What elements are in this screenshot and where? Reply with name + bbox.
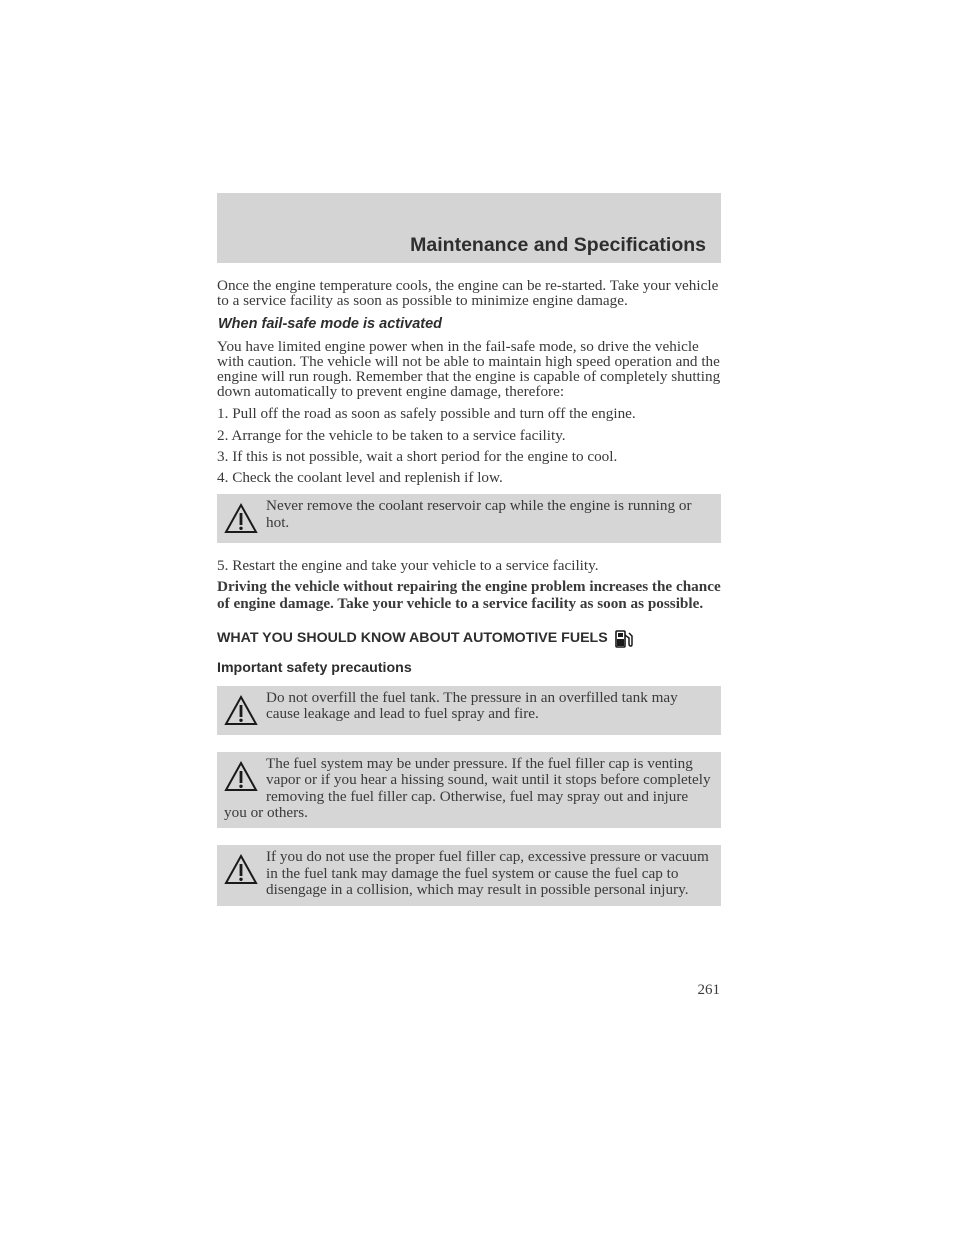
warning-box-overfill: [217, 686, 721, 735]
page-number: 261: [697, 982, 720, 998]
warning-box-coolant: [217, 494, 721, 543]
fuel-pump-icon: [614, 629, 634, 649]
warning-box-pressure: [217, 752, 721, 829]
warning-triangle-icon: [224, 694, 258, 728]
warning-text: Do not overfill the fuel tank. The pressure in an overfilled tank may cause leakage and lead to fuel spray and fire.: [266, 688, 678, 723]
failsafe-heading: When fail-safe mode is activated: [218, 316, 443, 333]
list-item: 3. If this is not possible, wait a short period for the engine to cool.: [217, 447, 618, 465]
fuels-heading-text: WHAT YOU SHOULD KNOW ABOUT AUTOMOTIVE FUELS: [217, 630, 608, 647]
list-item: 4. Check the coolant level and replenish if low.: [217, 469, 503, 487]
page-content: [217, 278, 721, 906]
intro-paragraph: Once the engine temperature cools, the engine can be re-started. Take your vehicle to a service facility as soon as possible to minimize engine damage.: [217, 277, 719, 310]
section-header: [217, 193, 721, 263]
bold-note: Driving the vehicle without repairing the engine problem increases the chance of engine damage. Take your vehicle to a service facility as soon as possible.: [217, 578, 721, 613]
warning-triangle-icon: [224, 502, 258, 536]
warning-triangle-icon: [224, 853, 258, 887]
list-item: 2. Arrange for the vehicle to be taken to a service facility.: [217, 426, 566, 444]
warning-triangle-icon: [224, 760, 258, 794]
section-title: Maintenance and Specifications: [410, 234, 706, 256]
warning-box-filler-cap: [217, 845, 721, 905]
safety-subheading: Important safety precautions: [217, 659, 412, 676]
failsafe-body: You have limited engine power when in the fail-safe mode, so drive the vehicle with caution. The vehicle will not be able to maintain high speed operation and the engine will run rough. Remember that the engine is capable of completely shutting down automatically to prevent engine damage, therefore:: [217, 337, 721, 401]
warning-text: Never remove the coolant reservoir cap while the engine is running or hot.: [266, 497, 692, 531]
list-item: 5. Restart the engine and take your vehicle to a service facility.: [217, 557, 599, 575]
fuels-heading: [217, 629, 721, 649]
warning-text: If you do not use the proper fuel filler cap, excessive pressure or vacuum in the fuel tank may damage the fuel system or cause the fuel cap to disengage in a collision, which may result in possible personal injury.: [266, 848, 709, 899]
warning-text: The fuel system may be under pressure. If the fuel filler cap is venting vapor or if you hear a hissing sound, wait until it stops before completely removing the fuel filler cap. Otherwise, fuel may spray out and injure you or others.: [224, 754, 711, 822]
list-item: 1. Pull off the road as soon as safely possible and turn off the engine.: [217, 405, 636, 423]
